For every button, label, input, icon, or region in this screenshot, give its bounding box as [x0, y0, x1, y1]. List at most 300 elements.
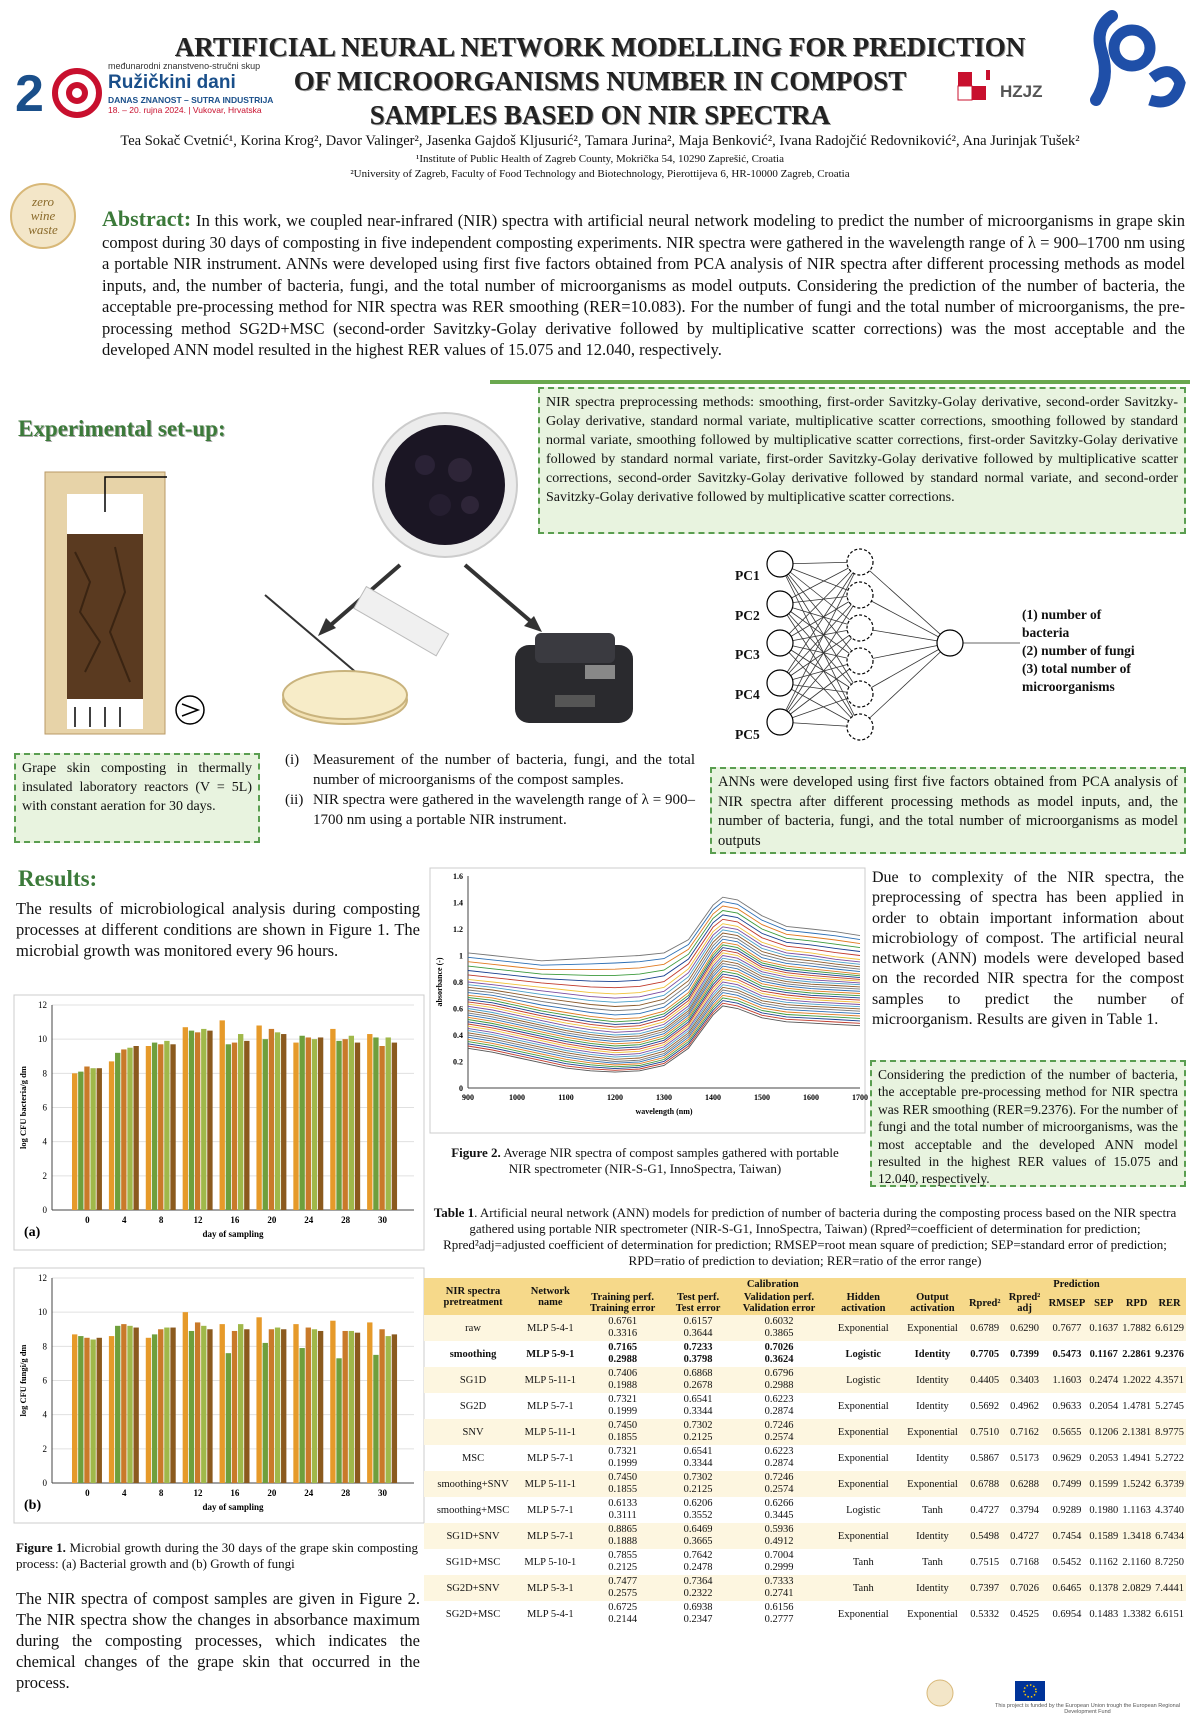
- bar: [244, 1329, 249, 1483]
- hzjz-logo: [958, 70, 1048, 110]
- results-nir-text: The NIR spectra of compost samples are given in Figure 2. The NIR spectra show the changes in absorbance maximum during the composting processes, which indicates the chemical changes of the grape skin that occurred in the process.: [16, 1589, 420, 1692]
- bar: [269, 1029, 274, 1210]
- bar: [109, 1061, 114, 1210]
- table-cell: 0.1980: [1089, 1504, 1119, 1516]
- bar: [330, 1029, 335, 1210]
- table-cell: Exponential: [829, 1315, 898, 1341]
- table-cell: 0.4405: [967, 1367, 1003, 1393]
- bar: [164, 1041, 169, 1210]
- bar: [343, 1039, 348, 1210]
- table-cell: Tanh: [922, 1556, 943, 1568]
- bar: [195, 1032, 200, 1210]
- table-cell: 0.7321 0.1999: [608, 1446, 638, 1469]
- bar: [232, 1331, 237, 1483]
- bar: [299, 1036, 304, 1210]
- x-tick-label: 4: [122, 1215, 127, 1225]
- bar: [207, 1329, 212, 1483]
- table-row: [424, 1367, 1186, 1393]
- bar: [336, 1041, 341, 1210]
- table-cell: 0.5936 0.4912: [729, 1523, 828, 1549]
- y-tick-label: 1.6: [453, 872, 463, 881]
- y-tick-label: 4: [42, 1409, 47, 1420]
- x-tick-label: 0: [85, 1488, 90, 1498]
- bar: [392, 1334, 397, 1483]
- table-cell: 0.6789: [967, 1315, 1003, 1341]
- x-tick-label: 1700: [852, 1093, 868, 1102]
- bar: [238, 1324, 243, 1483]
- bar: [115, 1326, 120, 1483]
- table-cell: 0.6157 0.3644: [667, 1315, 730, 1341]
- col-output: Output activation: [898, 1291, 967, 1315]
- bar: [97, 1338, 102, 1483]
- table-row: [424, 1419, 1186, 1445]
- bar: [318, 1331, 323, 1483]
- x-tick-label: 4: [122, 1488, 127, 1498]
- table-row: [424, 1497, 1186, 1523]
- x-tick-label: 1000: [509, 1093, 525, 1102]
- table-cell: 0.8865 0.1888: [579, 1523, 667, 1549]
- table-cell: 0.6761 0.3316: [579, 1315, 667, 1341]
- table-cell: MLP 5-10-1: [524, 1556, 577, 1568]
- bar: [281, 1034, 286, 1210]
- y-tick-label: 10: [38, 1307, 47, 1318]
- table-cell: Tanh: [852, 1556, 874, 1568]
- ann-development-box: ANNs were developed using first five factors obtained from PCA analysis of NIR spectra after different processing methods as model inputs, and, the number of bacteria, fungi, and the total number of microorganisms as model outputs: [710, 767, 1186, 854]
- table-cell: 0.6788: [967, 1471, 1003, 1497]
- y-axis-label: absorbance (-): [435, 957, 444, 1007]
- col-test: Test perf. Test error: [667, 1291, 730, 1315]
- y-tick-label: 0.8: [453, 978, 463, 987]
- table-cell: 4.3571: [1153, 1367, 1186, 1393]
- bar: [152, 1043, 157, 1210]
- table-cell: 0.3403: [1003, 1367, 1047, 1393]
- x-tick-label: 30: [377, 1215, 387, 1225]
- bar: [78, 1072, 83, 1210]
- figure-1a-chart: [14, 995, 424, 1250]
- table-cell: 0.9633: [1052, 1400, 1082, 1412]
- table-cell: 1.1603: [1047, 1367, 1088, 1393]
- x-tick-label: 1500: [754, 1093, 770, 1102]
- results-right-text: Due to complexity of the NIR spectra, the preprocessing of spectra has been applied in order to obtain important information about microbiology of compost. The artificial neural network (ANN) models were developed based on the recorded NIR spectra for the compost samples to predict the number of microorganism. Results are given in Table 1.: [872, 869, 1184, 1029]
- group-calibration: Calibration: [579, 1278, 967, 1291]
- col-rmsep: RMSEP: [1047, 1291, 1088, 1315]
- y-tick-label: 1: [459, 951, 463, 961]
- table-cell: 8.7250: [1155, 1556, 1184, 1568]
- table-cell: 0.7321 0.1999: [608, 1394, 638, 1417]
- table-cell: Exponential: [829, 1471, 898, 1497]
- bar: [226, 1353, 231, 1483]
- table-cell: 0.6541 0.3344: [683, 1446, 713, 1469]
- table-cell: 0.7510: [967, 1419, 1003, 1445]
- step-item: (ii) NIR spectra were gathered in the wavelength range of λ = 900–1700 nm using a portable NIR instrument.: [285, 792, 695, 828]
- bar: [306, 1328, 311, 1483]
- table-cell: 0.5655: [1047, 1419, 1088, 1445]
- x-tick-label: 1200: [607, 1093, 623, 1102]
- x-tick-label: 1600: [803, 1093, 819, 1102]
- bar: [392, 1043, 397, 1210]
- table-cell: 0.1206: [1087, 1419, 1120, 1445]
- bar: [146, 1046, 151, 1210]
- table-cell: MSC: [461, 1452, 485, 1464]
- table-cell: Exponential: [837, 1608, 889, 1620]
- zero-wine-waste-small-icon: [925, 1678, 955, 1708]
- table-cell: Identity: [898, 1367, 967, 1393]
- table-cell: Logistic: [845, 1348, 882, 1360]
- table-cell: 0.7162: [1003, 1419, 1047, 1445]
- bar: [133, 1328, 138, 1483]
- bar: [164, 1328, 169, 1483]
- x-tick-label: 24: [304, 1488, 314, 1498]
- logo-date: 18. – 20. rujna 2024. | Vukovar, Hrvatska: [108, 105, 262, 115]
- bar: [256, 1026, 261, 1211]
- table-cell: Logistic: [846, 1504, 881, 1516]
- table-cell: 0.6465: [1047, 1575, 1088, 1601]
- ann-hidden-node: [847, 714, 873, 740]
- y-tick-label: 1.4: [453, 898, 463, 908]
- figure-1-caption: Figure 1. Microbial growth during the 30 days of the grape skin composting process: (a) Bacterial growth and (b) Growth of fungi: [16, 1540, 418, 1571]
- y-axis-label: log CFU fungi/g dm: [18, 1344, 28, 1417]
- abstract-label: Abstract:: [102, 206, 192, 231]
- bar: [158, 1329, 163, 1483]
- y-tick-label: 8: [42, 1341, 47, 1352]
- table-cell: 0.7246 0.2574: [729, 1471, 828, 1497]
- bar: [189, 1031, 194, 1210]
- y-tick-label: 0: [42, 1205, 47, 1215]
- bar: [355, 1043, 360, 1210]
- table-cell: MLP 5-7-1: [527, 1452, 574, 1464]
- table-row: [424, 1393, 1186, 1419]
- table-cell: 0.1637: [1087, 1315, 1120, 1341]
- table-row: [424, 1471, 1186, 1497]
- bar: [90, 1068, 95, 1210]
- table-cell: 1.3382: [1122, 1608, 1152, 1620]
- bar: [386, 1336, 391, 1483]
- table-cell: MLP 5-11-1: [522, 1419, 578, 1445]
- ann-input-pc1: PC1: [735, 568, 760, 583]
- table-cell: SG2D+MSC: [445, 1608, 501, 1620]
- y-tick-label: 6: [42, 1102, 47, 1113]
- abstract: [102, 208, 1185, 361]
- bar: [207, 1031, 212, 1210]
- table-cell: 0.2054: [1089, 1400, 1119, 1412]
- table-cell: 0.7642 0.2478: [683, 1550, 713, 1573]
- table-cell: Exponential: [898, 1471, 967, 1497]
- bar: [183, 1027, 188, 1210]
- bar: [312, 1329, 317, 1483]
- bar: [293, 1324, 298, 1483]
- table-cell: 2.1160: [1122, 1556, 1151, 1568]
- table-cell: 0.7450 0.1855: [579, 1471, 667, 1497]
- y-tick-label: 6: [42, 1375, 47, 1386]
- compost-reactor-icon: [45, 472, 165, 734]
- ann-input-node: [767, 551, 793, 577]
- table-cell: 0.4525: [1010, 1608, 1039, 1620]
- panel-label: (a): [24, 1225, 41, 1240]
- bar: [256, 1317, 261, 1483]
- zero-wine-waste-icon: [5, 178, 85, 258]
- table-row: [424, 1341, 1186, 1367]
- table-cell: 0.5692: [970, 1400, 1000, 1412]
- table-cell: 1.3418: [1120, 1523, 1153, 1549]
- hzjz-text: HZJZ: [1000, 82, 1043, 101]
- table-cell: Exponential: [829, 1523, 898, 1549]
- table-cell: 1.1163: [1122, 1504, 1151, 1516]
- bar: [97, 1068, 102, 1210]
- table-cell: MLP 5-11-1: [522, 1471, 578, 1497]
- table-cell: 0.1589: [1087, 1523, 1120, 1549]
- bar: [201, 1326, 206, 1483]
- preprocessing-methods-box: NIR spectra preprocessing methods: smoothing, first-order Savitzky-Golay derivative, second-order Savitzky-Golay derivative, standard normal variate, multiplicative scatter corrections, smoothing followed by standard normal variate, smoothing followed by multiplicative scatter corrections, first-order Savitzky-Golay derivative followed by standard normal variate, first-order Savitzky-Golay derivative followed by multiplicative scatter corrections, second-order Savitzky-Golay derivative followed by standard normal variate, and second-order Savitzky-Golay derivative followed by multiplicative scatter corrections.: [538, 387, 1186, 534]
- table-1: [424, 1278, 1186, 1627]
- table-cell: 0.7165 0.2988: [608, 1342, 638, 1365]
- table-cell: Identity: [898, 1575, 967, 1601]
- table-cell: 0.5867: [970, 1452, 1000, 1464]
- table-cell: 0.7450 0.1855: [579, 1419, 667, 1445]
- x-tick-label: 28: [341, 1488, 351, 1498]
- affiliation-1: ¹Institute of Public Health of Zagreb County, Mokrička 54, 10290 Zaprešić, Croatia: [416, 153, 784, 165]
- table-row: [424, 1445, 1186, 1471]
- table-cell: 0.6796 0.2988: [729, 1367, 828, 1393]
- ann-output-2: (2) number of fungi: [1022, 643, 1135, 658]
- bar: [220, 1020, 225, 1210]
- table-cell: 0.7454: [1047, 1523, 1088, 1549]
- bar: [299, 1348, 304, 1483]
- table-cell: Exponential: [829, 1419, 898, 1445]
- ann-hidden-node: [847, 549, 873, 575]
- bar: [115, 1053, 120, 1210]
- bar: [275, 1032, 280, 1210]
- y-tick-label: 0.4: [453, 1031, 463, 1040]
- bar: [386, 1037, 391, 1210]
- col-pretreatment: NIR spectra pretreatment: [424, 1278, 522, 1315]
- table-cell: Identity: [898, 1523, 967, 1549]
- table-row: [424, 1601, 1186, 1627]
- ann-output-1: (1) number of: [1022, 607, 1102, 622]
- table-cell: 6.6129: [1153, 1315, 1186, 1341]
- bar: [312, 1039, 317, 1210]
- y-axis-label: log CFU bacteria/g dm: [18, 1066, 28, 1149]
- x-tick-label: 16: [230, 1488, 240, 1498]
- svg-text:wine: wine: [30, 208, 56, 223]
- bar: [343, 1331, 348, 1483]
- table-cell: 0.7364 0.2322: [667, 1575, 730, 1601]
- table-cell: MLP 5-7-1: [527, 1504, 574, 1516]
- table-cell: 0.7406 0.1988: [579, 1367, 667, 1393]
- eu-funding-note: This project is funded by the European Union trough the European Regional Development Fund: [995, 1703, 1180, 1715]
- col-sep: SEP: [1087, 1291, 1120, 1315]
- table-cell: 0.7515: [970, 1556, 1000, 1568]
- table-cell: 2.0829: [1120, 1575, 1153, 1601]
- table-cell: 0.6868 0.2678: [667, 1367, 730, 1393]
- table-cell: 0.6725 0.2144: [608, 1602, 638, 1625]
- table-cell: raw: [424, 1315, 522, 1341]
- x-tick-label: 20: [267, 1215, 277, 1225]
- bar: [379, 1046, 384, 1210]
- table-cell: 0.6266 0.3445: [764, 1498, 794, 1521]
- x-tick-label: 16: [230, 1215, 240, 1225]
- table-cell: 0.1378: [1087, 1575, 1120, 1601]
- ann-outputs: [1022, 606, 1135, 696]
- eu-flag-icon: [1015, 1681, 1045, 1701]
- table-cell: 1.4781: [1122, 1400, 1152, 1412]
- bar: [355, 1333, 360, 1483]
- y-tick-label: 12: [38, 1273, 47, 1283]
- x-tick-label: 1300: [656, 1093, 672, 1102]
- ann-diagram: [720, 550, 1020, 740]
- table-cell: MLP 5-7-1: [527, 1400, 574, 1412]
- table-cell: 0.9289: [1052, 1504, 1082, 1516]
- figure-1b-chart: [14, 1268, 424, 1523]
- svg-text:zero: zero: [32, 194, 54, 209]
- bar: [263, 1039, 268, 1210]
- measurement-steps: [285, 750, 695, 830]
- table-cell: MLP 5-9-1: [526, 1348, 575, 1360]
- bar: [244, 1041, 249, 1210]
- table-cell: 2.2861: [1122, 1348, 1152, 1360]
- table-cell: 0.5498: [967, 1523, 1003, 1549]
- x-tick-label: 30: [377, 1488, 387, 1498]
- table-cell: Tanh: [922, 1504, 943, 1516]
- bar: [367, 1034, 372, 1210]
- table-cell: 9.2376: [1155, 1348, 1184, 1360]
- abstract-text: In this work, we coupled near-infrared (NIR) spectra with artificial neural network modeling to predict the number of microorganisms in grape skin compost during 30 days of composting in five independent composting experiments. NIR spectra were gathered in the wavelength range of λ = 900–1700 nm using a portable NIR instrument. ANNs were developed using first five factors obtained from PCA analysis of NIR spectra after different processing methods as model inputs, and, the number of bacteria, fungi, and the total number of microorganisms as model outputs. Considering the prediction of the number of bacteria, the acceptable pre-processing method for NIR spectra was RER smoothing (RER=10.083). For the number of fungi and the total number of microorganisms, the pre-processing method SG2D+MSC (second-order Savitzky-Golay derivative followed by multiplicative scatter corrections) was the most acceptable and the developed ANN model resulted in the highest RER values of 15.075 and 12.040, respectively.: [102, 211, 1185, 359]
- bar: [269, 1329, 274, 1483]
- table-cell: 0.7477 0.2575: [579, 1575, 667, 1601]
- petri-dish-icon: [255, 585, 455, 735]
- ann-input-node: [767, 709, 793, 735]
- table-cell: 0.4727: [1003, 1523, 1047, 1549]
- y-tick-label: 8: [42, 1068, 47, 1079]
- y-tick-label: 12: [38, 1000, 47, 1010]
- table-cell: 0.7004 0.2999: [764, 1550, 794, 1573]
- bar: [330, 1321, 335, 1483]
- col-rpd: RPD: [1120, 1291, 1153, 1315]
- col-hidden: Hidden activation: [829, 1291, 898, 1315]
- logo-slogan: DANAS ZNANOST – SUTRA INDUSTRIJA: [108, 95, 274, 105]
- table-cell: 1.7882: [1120, 1315, 1153, 1341]
- bar: [90, 1340, 95, 1484]
- x-tick-label: 1100: [558, 1093, 574, 1102]
- table-cell: 0.7677: [1047, 1315, 1088, 1341]
- ann-input-node: [767, 670, 793, 696]
- table-cell: 0.6032 0.3865: [729, 1315, 828, 1341]
- y-tick-label: 2: [42, 1443, 47, 1454]
- y-tick-label: 4: [42, 1136, 47, 1147]
- group-prediction: Prediction: [967, 1278, 1186, 1291]
- figure-2-chart: [430, 868, 868, 1133]
- x-tick-label: 8: [158, 1215, 164, 1225]
- table-cell: 0.1162: [1089, 1556, 1118, 1568]
- logo-subtitle: međunarodni znanstveno-stručni skup: [108, 61, 261, 71]
- table-cell: 0.5452: [1052, 1556, 1082, 1568]
- bar: [293, 1043, 298, 1210]
- svg-text:2: 2: [15, 65, 44, 123]
- col-r2: Rpred²: [967, 1291, 1003, 1315]
- bar: [133, 1046, 138, 1210]
- table-cell: 0.4727: [970, 1504, 1000, 1516]
- table-cell: SG1D+SNV: [424, 1523, 522, 1549]
- bar: [336, 1358, 341, 1483]
- x-axis-label: day of sampling: [202, 1229, 264, 1239]
- table-cell: Tanh: [829, 1575, 898, 1601]
- y-tick-label: 0: [42, 1478, 47, 1488]
- bar: [263, 1343, 268, 1483]
- table-cell: 0.7302 0.2125: [667, 1471, 730, 1497]
- x-tick-label: 20: [267, 1488, 277, 1498]
- bar: [152, 1334, 157, 1483]
- table-cell: 5.2745: [1155, 1400, 1184, 1412]
- table-cell: 0.6954: [1052, 1608, 1082, 1620]
- results-heading: Results:: [18, 866, 98, 891]
- table-cell: 0.5473: [1052, 1348, 1082, 1360]
- table-cell: Exponential: [837, 1452, 889, 1464]
- grape-skin-dish-icon: [365, 410, 525, 560]
- bar: [78, 1336, 83, 1483]
- table-cell: MLP 5-4-1: [527, 1608, 574, 1620]
- x-axis-label: day of sampling: [202, 1502, 264, 1512]
- poster-title: ARTIFICIAL NEURAL NETWORK MODELLING FOR PREDICTION OF MICROORGANISMS NUMBER IN COMPOST SAMPLES BASED ON NIR SPECTRA: [174, 32, 1026, 130]
- bar: [349, 1036, 354, 1210]
- figure-2-caption: Figure 2. Average NIR spectra of compost samples gathered with portable NIR spectrometer (NIR-S-G1, InnoSpectra, Taiwan): [451, 1145, 839, 1176]
- table-cell: smoothing+MSC: [436, 1504, 510, 1516]
- table-cell: 0.1599: [1087, 1471, 1120, 1497]
- bar: [306, 1037, 311, 1210]
- table-cell: 6.3739: [1153, 1471, 1186, 1497]
- table-cell: SG2D+SNV: [424, 1575, 522, 1601]
- col-network: Network name: [522, 1278, 578, 1315]
- ann-hidden-node: [847, 681, 873, 707]
- table-cell: 6.6151: [1155, 1608, 1184, 1620]
- x-tick-label: 0: [85, 1215, 90, 1225]
- table-cell: 2.1381: [1120, 1419, 1153, 1445]
- air-pump-icon: [170, 680, 210, 730]
- y-tick-label: 0: [459, 1084, 463, 1093]
- table-cell: 5.2722: [1155, 1452, 1184, 1464]
- ann-hidden-node: [847, 648, 873, 674]
- bar: [146, 1338, 151, 1483]
- bar: [379, 1329, 384, 1483]
- ann-input-pc2: PC2: [735, 607, 760, 623]
- ann-input-node: [767, 630, 793, 656]
- table-cell: smoothing+SNV: [424, 1471, 522, 1497]
- affiliation-2: ²University of Zagreb, Faculty of Food Technology and Biotechnology, Pierottijeva 6, HR-10000 Zagreb, Croatia: [350, 168, 850, 180]
- bar: [183, 1312, 188, 1483]
- table-cell: SG1D: [424, 1367, 522, 1393]
- table-cell: 0.7399: [1010, 1348, 1039, 1360]
- table-cell: 0.1483: [1089, 1608, 1119, 1620]
- table-cell: 0.7499: [1047, 1471, 1088, 1497]
- x-tick-label: 900: [462, 1093, 474, 1102]
- pbf-logo: [1082, 8, 1192, 118]
- reactor-illustration: [45, 472, 165, 734]
- y-tick-label: 0.6: [453, 1004, 463, 1014]
- y-tick-label: 10: [38, 1034, 47, 1045]
- table-cell: 4.3740: [1155, 1504, 1184, 1516]
- ann-input-pc4: PC4: [735, 687, 760, 703]
- table-cell: MLP 5-7-1: [522, 1523, 578, 1549]
- bar: [127, 1048, 132, 1210]
- ann-inputs: [735, 556, 760, 755]
- x-tick-label: 12: [193, 1488, 203, 1498]
- x-tick-label: 12: [193, 1215, 203, 1225]
- bar: [275, 1328, 280, 1483]
- table-cell: SG2D: [459, 1400, 487, 1412]
- table-1-caption: Table 1. Artificial neural network (ANN) models for prediction of number of bacteria during the composting process based on the NIR spectra gathered using portable NIR spectrometer (NIR-S-G1, InnoSpectra, Taiwan) (Rpred²=coefficient of determination for prediction; Rpred²adj=adjusted coefficient of determination for prediction; RMSEP=root mean square of prediction; SEP=standard error of prediction; RPD=ratio of prediction to deviation; RER=ratio of the error range): [433, 1205, 1177, 1268]
- table-cell: MLP 5-4-1: [522, 1315, 578, 1341]
- table-cell: MLP 5-3-1: [522, 1575, 578, 1601]
- x-tick-label: 1400: [705, 1093, 721, 1102]
- y-tick-label: 0.2: [453, 1057, 463, 1067]
